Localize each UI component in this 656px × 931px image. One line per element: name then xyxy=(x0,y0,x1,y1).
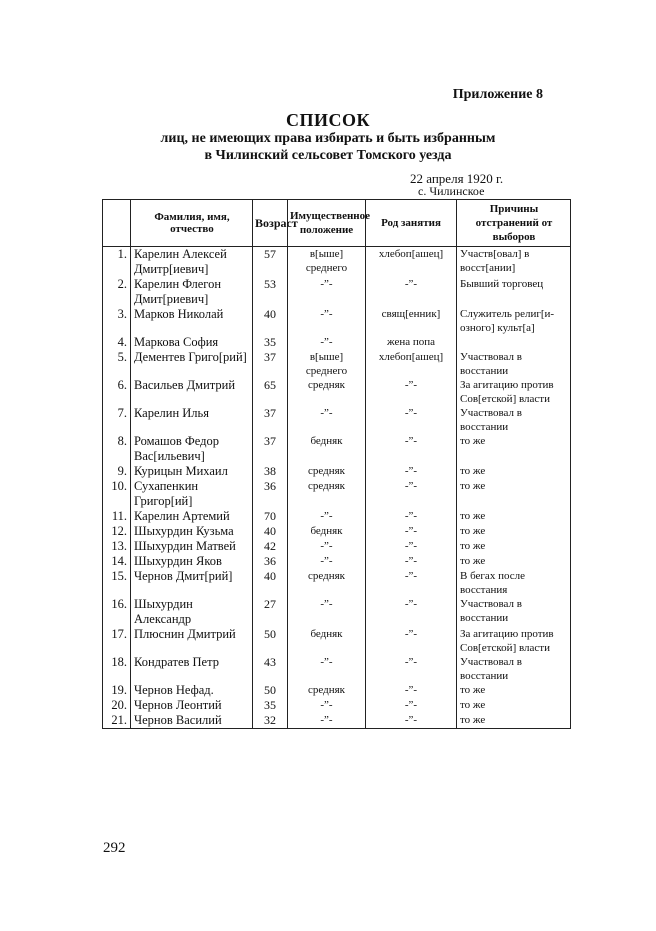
cell-name: Маркова София xyxy=(131,335,253,350)
table-row xyxy=(103,627,571,655)
cell-age: 53 xyxy=(253,277,288,307)
cell-name: Шыхурдин Матвей xyxy=(131,539,253,554)
cell-reason: то же xyxy=(457,683,571,698)
table-row xyxy=(103,464,571,479)
cell-age: 38 xyxy=(253,464,288,479)
cell-occupation: -”- xyxy=(366,554,457,569)
cell-property: средняк xyxy=(288,683,366,698)
cell-occupation: -”- xyxy=(366,539,457,554)
table-header-row xyxy=(103,200,571,247)
table-row xyxy=(103,277,571,307)
table-row xyxy=(103,307,571,335)
voters-exclusion-table xyxy=(102,199,571,729)
cell-occupation: -”- xyxy=(366,569,457,597)
cell-name: Чернов Нефад. xyxy=(131,683,253,698)
cell-property: в[ыше] среднего xyxy=(288,350,366,378)
cell-name: Марков Николай xyxy=(131,307,253,335)
cell-property: -”- xyxy=(288,713,366,729)
cell-num: 3. xyxy=(103,307,131,335)
cell-occupation: -”- xyxy=(366,277,457,307)
cell-age: 36 xyxy=(253,554,288,569)
cell-property: средняк xyxy=(288,479,366,509)
cell-property: бедняк xyxy=(288,434,366,464)
table-row xyxy=(103,335,571,350)
cell-num: 12. xyxy=(103,524,131,539)
cell-occupation: -”- xyxy=(366,378,457,406)
cell-name: Карелин Флегон Дмит[риевич] xyxy=(131,277,253,307)
cell-name: Карелин Артемий xyxy=(131,509,253,524)
table-row xyxy=(103,554,571,569)
cell-age: 35 xyxy=(253,335,288,350)
cell-name: Карелин Илья xyxy=(131,406,253,434)
cell-age: 27 xyxy=(253,597,288,627)
cell-name: Ромашов Федор Вас[ильевич] xyxy=(131,434,253,464)
cell-name: Васильев Дмитрий xyxy=(131,378,253,406)
cell-age: 40 xyxy=(253,307,288,335)
cell-occupation: -”- xyxy=(366,524,457,539)
header-age: Возраст xyxy=(253,200,288,247)
cell-age: 42 xyxy=(253,539,288,554)
cell-occupation: свящ[енник] xyxy=(366,307,457,335)
cell-reason: Участвовал в восстании xyxy=(457,655,571,683)
header-property: Имущественное положение xyxy=(288,200,366,247)
cell-name: Карелин Алексей Дмитр[иевич] xyxy=(131,247,253,278)
cell-age: 50 xyxy=(253,683,288,698)
table-row xyxy=(103,247,571,278)
cell-reason: Участвовал в восстании xyxy=(457,597,571,627)
cell-reason: то же xyxy=(457,539,571,554)
cell-name: Дементев Григо[рий] xyxy=(131,350,253,378)
cell-num: 4. xyxy=(103,335,131,350)
subtitle-line-2: в Чилинский сельсовет Томского уезда xyxy=(204,148,452,163)
cell-reason: Участвовал в восстании xyxy=(457,350,571,378)
cell-num: 10. xyxy=(103,479,131,509)
header-name: Фамилия, имя, отчество xyxy=(131,200,253,247)
subtitle-line-1: лиц, не имеющих права избирать и быть избранным xyxy=(160,131,496,146)
cell-name: Кондратев Петр xyxy=(131,655,253,683)
cell-num: 16. xyxy=(103,597,131,627)
table-row xyxy=(103,698,571,713)
cell-name: Сухапенкин Григор[ий] xyxy=(131,479,253,509)
header-reason: Причины отстранений от выборов xyxy=(457,200,571,247)
table-row xyxy=(103,597,571,627)
cell-reason: За агитацию против Сов[етской] власти xyxy=(457,627,571,655)
cell-property: средняк xyxy=(288,378,366,406)
cell-reason: Участв[овал] в восст[ании] xyxy=(457,247,571,278)
cell-property: -”- xyxy=(288,698,366,713)
document-date: 22 апреля 1920 г. xyxy=(410,171,504,186)
cell-num: 15. xyxy=(103,569,131,597)
cell-occupation: -”- xyxy=(366,434,457,464)
cell-reason: то же xyxy=(457,434,571,464)
cell-occupation: -”- xyxy=(366,683,457,698)
cell-name: Шыхурдин Александр xyxy=(131,597,253,627)
cell-property: -”- xyxy=(288,406,366,434)
cell-age: 37 xyxy=(253,434,288,464)
cell-reason: то же xyxy=(457,479,571,509)
cell-property: бедняк xyxy=(288,524,366,539)
cell-reason: то же xyxy=(457,698,571,713)
cell-occupation: -”- xyxy=(366,406,457,434)
table-row xyxy=(103,713,571,729)
cell-num: 5. xyxy=(103,350,131,378)
cell-age: 35 xyxy=(253,698,288,713)
cell-reason xyxy=(457,335,571,350)
cell-age: 65 xyxy=(253,378,288,406)
cell-name: Шыхурдин Яков xyxy=(131,554,253,569)
cell-reason: то же xyxy=(457,524,571,539)
appendix-label: Приложение 8 xyxy=(452,87,543,102)
cell-property: -”- xyxy=(288,655,366,683)
cell-age: 40 xyxy=(253,569,288,597)
cell-num: 17. xyxy=(103,627,131,655)
cell-occupation: хлебоп[ашец] xyxy=(366,247,457,278)
cell-occupation: жена попа xyxy=(366,335,457,350)
cell-occupation: -”- xyxy=(366,464,457,479)
cell-property: -”- xyxy=(288,335,366,350)
cell-num: 7. xyxy=(103,406,131,434)
cell-num: 20. xyxy=(103,698,131,713)
cell-reason: то же xyxy=(457,713,571,729)
cell-property: -”- xyxy=(288,307,366,335)
table-row xyxy=(103,539,571,554)
cell-name: Курицын Михаил xyxy=(131,464,253,479)
cell-num: 1. xyxy=(103,247,131,278)
cell-property: в[ыше] среднего xyxy=(288,247,366,278)
cell-occupation: -”- xyxy=(366,597,457,627)
cell-num: 6. xyxy=(103,378,131,406)
table-row xyxy=(103,524,571,539)
cell-reason: В бегах после восстания xyxy=(457,569,571,597)
cell-name: Чернов Леонтий xyxy=(131,698,253,713)
cell-age: 43 xyxy=(253,655,288,683)
table-row xyxy=(103,569,571,597)
cell-reason: то же xyxy=(457,554,571,569)
table-row xyxy=(103,509,571,524)
table-row xyxy=(103,378,571,406)
cell-property: -”- xyxy=(288,597,366,627)
cell-property: -”- xyxy=(288,539,366,554)
document-title: СПИСОК xyxy=(285,110,371,130)
cell-name: Шыхурдин Кузьма xyxy=(131,524,253,539)
cell-reason: Бывший торговец xyxy=(457,277,571,307)
cell-num: 13. xyxy=(103,539,131,554)
cell-num: 9. xyxy=(103,464,131,479)
cell-property: средняк xyxy=(288,464,366,479)
cell-age: 70 xyxy=(253,509,288,524)
cell-reason: то же xyxy=(457,464,571,479)
table-row xyxy=(103,350,571,378)
cell-property: -”- xyxy=(288,554,366,569)
cell-num: 18. xyxy=(103,655,131,683)
cell-num: 8. xyxy=(103,434,131,464)
cell-num: 21. xyxy=(103,713,131,729)
cell-name: Плюснин Дмитрий xyxy=(131,627,253,655)
table-row xyxy=(103,406,571,434)
cell-occupation: -”- xyxy=(366,713,457,729)
cell-reason: Служитель религ[и-озного] культ[а] xyxy=(457,307,571,335)
cell-num: 14. xyxy=(103,554,131,569)
cell-property: -”- xyxy=(288,509,366,524)
header-num xyxy=(103,200,131,247)
cell-reason: то же xyxy=(457,509,571,524)
cell-reason: Участвовал в восстании xyxy=(457,406,571,434)
cell-age: 37 xyxy=(253,350,288,378)
page-number: 292 xyxy=(103,840,126,856)
table-row xyxy=(103,479,571,509)
cell-age: 50 xyxy=(253,627,288,655)
header-occupation: Род занятия xyxy=(366,200,457,247)
cell-age: 40 xyxy=(253,524,288,539)
cell-property: бедняк xyxy=(288,627,366,655)
cell-age: 32 xyxy=(253,713,288,729)
cell-name: Чернов Дмит[рий] xyxy=(131,569,253,597)
cell-occupation: -”- xyxy=(366,627,457,655)
cell-num: 2. xyxy=(103,277,131,307)
cell-name: Чернов Василий xyxy=(131,713,253,729)
cell-num: 11. xyxy=(103,509,131,524)
cell-age: 57 xyxy=(253,247,288,278)
cell-occupation: -”- xyxy=(366,655,457,683)
cell-reason: За агитацию против Сов[етской] власти xyxy=(457,378,571,406)
cell-property: -”- xyxy=(288,277,366,307)
cell-occupation: -”- xyxy=(366,479,457,509)
cell-age: 37 xyxy=(253,406,288,434)
table-row xyxy=(103,434,571,464)
document-place: с. Чилинское xyxy=(418,184,485,198)
cell-occupation: хлебоп[ашец] xyxy=(366,350,457,378)
cell-age: 36 xyxy=(253,479,288,509)
cell-occupation: -”- xyxy=(366,509,457,524)
table-row xyxy=(103,655,571,683)
cell-occupation: -”- xyxy=(366,698,457,713)
cell-num: 19. xyxy=(103,683,131,698)
table-row xyxy=(103,683,571,698)
cell-property: средняк xyxy=(288,569,366,597)
